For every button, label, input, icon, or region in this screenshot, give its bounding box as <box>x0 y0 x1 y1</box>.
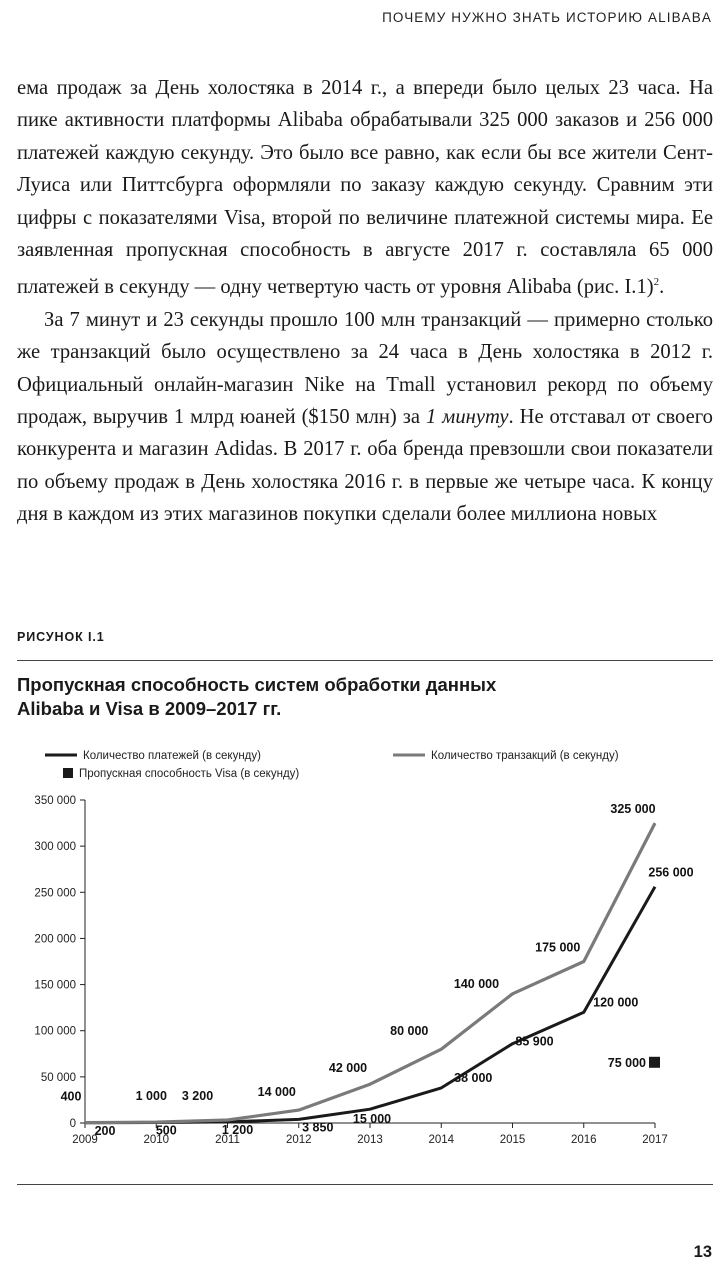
paragraph-1-text: ема продаж за День холостяка в 2014 г., а впереди было целых 23 часа. На пике активности платформы Alibaba обрабатывали 325 000 заказов и 256 000 платежей каждую секунду. Это было все равно, как если бы все жители Сент-Луиса или Питтсбурга оформляли по заказу каждую секунду. Сравним эти цифры с показателями Visa, второй по величине платежной системы мира. Ее заявленная пропускная способность в августе 2017 г. составляла 65 000 платежей в секунду — одну четвертую часть от уровня Alibaba (рис. I.1) <box>17 77 713 299</box>
data-label-payments: 85 900 <box>515 1034 554 1049</box>
x-tick-label: 2013 <box>357 1134 383 1146</box>
legend-swatch-visa <box>63 768 73 778</box>
visa-marker <box>649 1057 660 1068</box>
figure-label: РИСУНОК I.1 <box>17 630 105 644</box>
paragraph-2-end: . Не отставал от своего конкурента и магазин Adidas. В 2017 г. оба бренда превзошли свои показатели по объему продаж в День холостяка 2016 г. в первые же четыре часа. К концу дня в каждом из этих магазинов покупки сделали более миллиона новых <box>17 405 713 526</box>
y-tick-label: 200 000 <box>34 933 76 946</box>
paragraph-2-text: За 7 минут и 23 секунды прошло 100 млн транзакций — примерно столько же транзакций было осуществлено за 24 часа в День холостяка в 2012 г. Официальный онлайн-магазин Nike на Tmall установил рекорд по объему продаж, выручив 1 млрд юаней ($150 млн) за <box>17 308 713 428</box>
x-tick-label: 2011 <box>215 1134 240 1146</box>
y-tick-label: 350 000 <box>34 795 76 807</box>
paragraph-1-end: . <box>659 276 665 299</box>
y-tick-label: 250 000 <box>34 887 76 900</box>
figure-title-line-1: Пропускная способность систем обработки данных <box>17 674 497 695</box>
y-tick-label: 0 <box>69 1118 76 1130</box>
paragraph-2-italic: 1 минуту <box>425 405 509 428</box>
legend-label-visa: Пропускная способность Visa (в секунду) <box>79 768 300 780</box>
x-tick-label: 2014 <box>428 1134 455 1146</box>
data-label-payments: 200 <box>94 1123 116 1138</box>
data-label-payments: 38 000 <box>454 1070 493 1085</box>
data-label-transactions: 400 <box>60 1089 82 1104</box>
x-tick-label: 2010 <box>143 1134 170 1146</box>
page-number: 13 <box>693 1243 712 1261</box>
data-label-payments: 500 <box>155 1123 177 1138</box>
data-label-payments: 3 850 <box>302 1120 334 1135</box>
data-label-transactions: 14 000 <box>257 1085 296 1100</box>
data-label-transactions: 42 000 <box>328 1061 368 1076</box>
x-tick-label: 2016 <box>570 1134 597 1146</box>
series-line-transactions <box>85 823 655 1123</box>
data-label-transactions: 1 000 <box>135 1089 167 1104</box>
data-label-transactions: 80 000 <box>390 1024 429 1039</box>
data-label-payments: 120 000 <box>593 995 639 1010</box>
y-tick-label: 150 000 <box>34 979 76 992</box>
figure-bottom-rule <box>17 1184 713 1185</box>
figure-title-line-2: Alibaba и Visa в 2009–2017 гг. <box>17 698 282 719</box>
legend-label-payments: Количество платежей (в секунду) <box>83 750 261 762</box>
data-label-transactions: 175 000 <box>535 940 581 955</box>
visa-label: 75 000 <box>607 1055 646 1070</box>
footnote-ref[interactable]: 2 <box>653 276 660 289</box>
y-tick-label: 300 000 <box>34 841 76 854</box>
data-label-payments: 15 000 <box>352 1112 392 1127</box>
series-line-payments <box>85 887 655 1123</box>
data-label-payments: 1 200 <box>221 1122 254 1137</box>
y-tick-label: 50 000 <box>40 1071 76 1084</box>
running-head: ПОЧЕМУ НУЖНО ЗНАТЬ ИСТОРИЮ ALIBABA <box>382 10 712 25</box>
data-label-payments: 256 000 <box>648 865 694 880</box>
data-label-transactions: 3 200 <box>181 1089 214 1104</box>
x-tick-label: 2017 <box>642 1134 668 1146</box>
x-tick-label: 2012 <box>285 1134 312 1146</box>
y-tick-label: 100 000 <box>34 1025 76 1038</box>
legend-label-transactions: Количество транзакций (в секунду) <box>431 750 619 762</box>
x-tick-label: 2009 <box>72 1134 98 1146</box>
data-label-transactions: 325 000 <box>610 802 656 817</box>
x-tick-label: 2015 <box>499 1134 526 1146</box>
data-label-transactions: 140 000 <box>453 976 500 991</box>
